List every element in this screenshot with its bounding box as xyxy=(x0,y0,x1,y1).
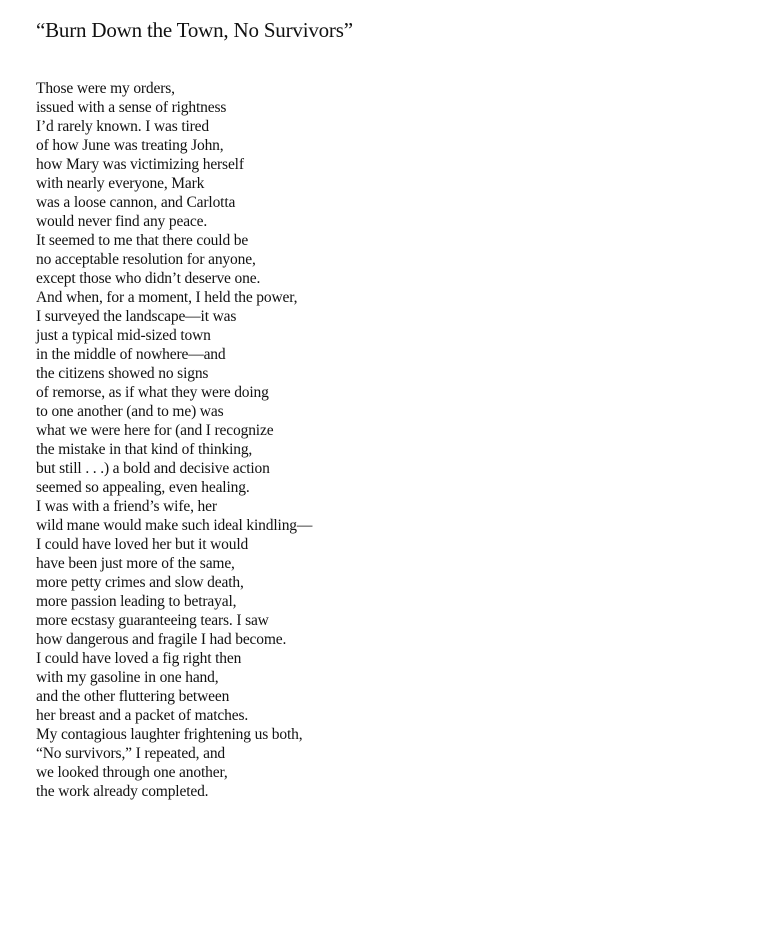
poem-line: I could have loved a fig right then xyxy=(36,650,242,667)
poem-line: how dangerous and fragile I had become. xyxy=(36,631,287,648)
poem-line: I surveyed the landscape—it was xyxy=(36,308,237,325)
poem-line: her breast and a packet of matches. xyxy=(36,707,249,724)
poem-line: And when, for a moment, I held the power, xyxy=(36,289,298,306)
poem-line: of remorse, as if what they were doing xyxy=(36,384,269,401)
poem-line: and the other fluttering between xyxy=(36,688,230,705)
poem-line: with nearly everyone, Mark xyxy=(36,175,205,192)
poem-line: of how June was treating John, xyxy=(36,137,224,154)
poem-line: wild mane would make such ideal kindling— xyxy=(36,517,313,534)
poem-line: except those who didn’t deserve one. xyxy=(36,270,261,287)
poem-line: more petty crimes and slow death, xyxy=(36,574,244,591)
poem-line: have been just more of the same, xyxy=(36,555,235,572)
poem-line: how Mary was victimizing herself xyxy=(36,156,244,173)
poem-body xyxy=(36,79,312,801)
poem-line: in the middle of nowhere—and xyxy=(36,346,226,363)
poem-line: we looked through one another, xyxy=(36,764,228,781)
poem-line: issued with a sense of rightness xyxy=(36,99,227,116)
poem-line: I was with a friend’s wife, her xyxy=(36,498,217,515)
poem-line: no acceptable resolution for anyone, xyxy=(36,251,256,268)
poem-line: more ecstasy guaranteeing tears. I saw xyxy=(36,612,269,629)
poem-line: It seemed to me that there could be xyxy=(36,232,249,249)
poem-line: “No survivors,” I repeated, and xyxy=(36,745,226,762)
poem-title: “Burn Down the Town, No Survivors” xyxy=(36,18,353,42)
poem-line: the citizens showed no signs xyxy=(36,365,209,382)
poem-line: the mistake in that kind of thinking, xyxy=(36,441,253,458)
poem-line: Those were my orders, xyxy=(36,80,175,97)
poem-line: with my gasoline in one hand, xyxy=(36,669,219,686)
poem-line: I could have loved her but it would xyxy=(36,536,249,553)
poem-line: more passion leading to betrayal, xyxy=(36,593,237,610)
poem-line: was a loose cannon, and Carlotta xyxy=(36,194,236,211)
poem-line: what we were here for (and I recognize xyxy=(36,422,274,439)
poem-line: seemed so appealing, even healing. xyxy=(36,479,250,496)
poem-line: to one another (and to me) was xyxy=(36,403,224,420)
poem-line: would never find any peace. xyxy=(36,213,208,230)
poem-line: My contagious laughter frightening us both, xyxy=(36,726,303,743)
poem-line: just a typical mid-sized town xyxy=(36,327,211,344)
poem-line: I’d rarely known. I was tired xyxy=(36,118,209,135)
poem-line: the work already completed. xyxy=(36,783,209,800)
poem-line: but still . . .) a bold and decisive action xyxy=(36,460,270,477)
